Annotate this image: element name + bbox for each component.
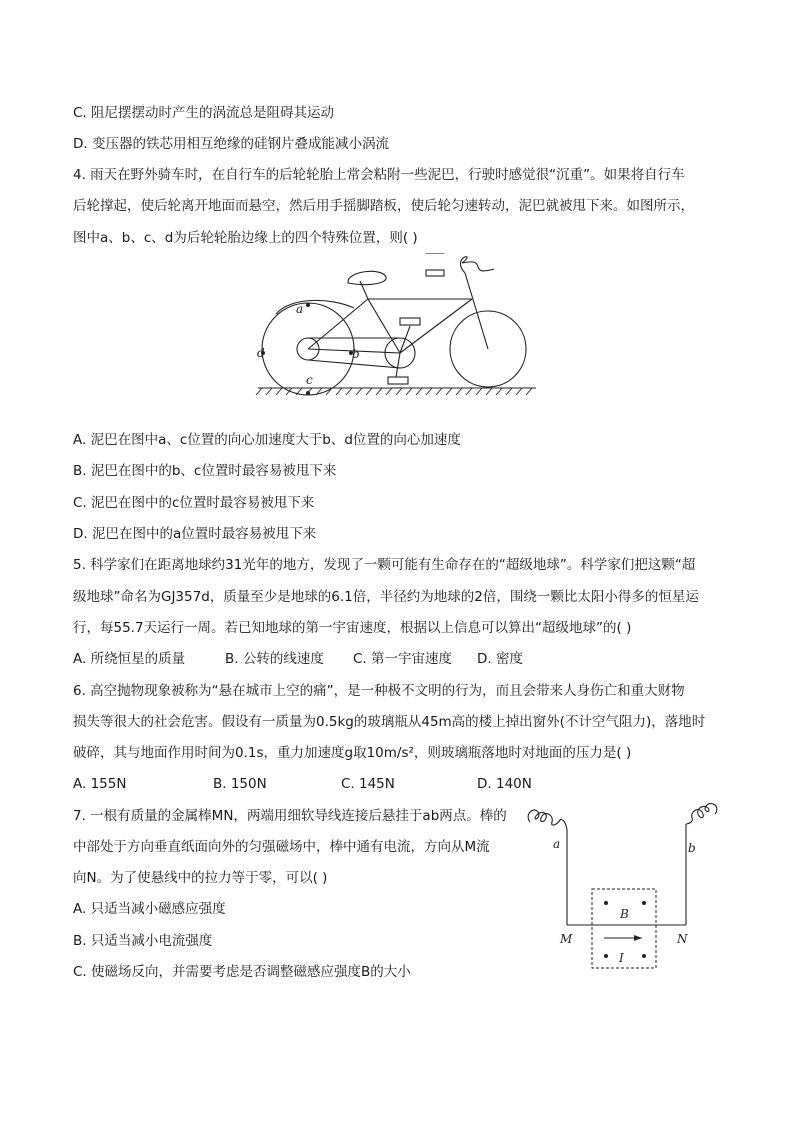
q5-option-c: C. 第一宇宙速度 bbox=[353, 651, 453, 667]
label-b: b bbox=[352, 347, 360, 361]
q4-stem-line-2: 后轮撑起，使后轮离开地面而悬空，然后用手摇脚踏板，使后轮匀速转动，泥巴就被甩下来。如图所示， bbox=[73, 198, 694, 214]
q7-stem-line-3: 向N。为了使悬线中的拉力等于零，可以( ) bbox=[73, 870, 328, 886]
magnetic-field-figure bbox=[520, 800, 730, 975]
q5-stem-line-3: 行，每55.7天运行一周。若已知地球的第一宇宙速度，根据以上信息可以算出“超级地球”的( ) bbox=[73, 620, 632, 636]
q4-option-a: A. 泥巴在图中a、c位置的向心加速度大于b、d位置的向心加速度 bbox=[73, 432, 461, 448]
label-d: d bbox=[257, 346, 265, 360]
q7-option-c: C. 使磁场反向，并需要考虑是否调整磁感应强度B的大小 bbox=[73, 964, 411, 980]
label-current-i: I bbox=[619, 951, 624, 965]
q4-option-d: D. 泥巴在图中的a位置时最容易被甩下来 bbox=[73, 526, 317, 542]
q4-option-b: B. 泥巴在图中的b、c位置时最容易被甩下来 bbox=[73, 463, 337, 479]
q3-option-d: D. 变压器的铁芯用相互绝缘的硅钢片叠成能减小涡流 bbox=[73, 136, 389, 152]
q5-option-d: D. 密度 bbox=[477, 651, 523, 667]
bicycle-figure bbox=[250, 253, 540, 403]
q6-option-d: D. 140N bbox=[477, 776, 532, 792]
q5-option-b: B. 公转的线速度 bbox=[225, 651, 324, 667]
q7-stem-line-1: 7. 一根有质量的金属棒MN，两端用细软导线连接后悬挂于ab两点。棒的 bbox=[73, 808, 507, 824]
q7-option-a: A. 只适当减小磁感应强度 bbox=[73, 901, 226, 917]
q5-stem-line-2: 级地球”命名为GJ357d，质量至少是地球的6.1倍，半径约为地球的2倍，围绕一颗比太阳小得多的恒星运 bbox=[73, 589, 699, 605]
label-b: b bbox=[688, 841, 696, 855]
q6-stem-line-1: 6. 高空抛物现象被称为“悬在城市上空的痛”，是一种极不文明的行为，而且会带来人身伤亡和重大财物 bbox=[73, 683, 685, 699]
q5-stem-line-1: 5. 科学家们在距离地球约31光年的地方，发现了一颗可能有生命存在的“超级地球”。科学家们把这颗“超 bbox=[73, 557, 696, 573]
q4-stem-line-1: 4. 雨天在野外骑车时，在自行车的后轮轮胎上常会粘附一些泥巴，行驶时感觉很“沉重”。如果将自行车 bbox=[73, 167, 685, 183]
label-c: c bbox=[306, 373, 313, 387]
q6-stem-line-3: 破碎，其与地面作用时间为0.1s，重力加速度g取10m/s²，则玻璃瓶落地时对地面的压力是( ) bbox=[73, 745, 632, 761]
q6-stem-line-2: 损失等很大的社会危害。假设有一质量为0.5kg的玻璃瓶从45m高的楼上掉出窗外(不计空气阻力)，落地时 bbox=[73, 714, 706, 730]
label-field-b: B bbox=[620, 907, 629, 921]
q7-option-b: B. 只适当减小电流强度 bbox=[73, 933, 213, 949]
q7-stem-line-2: 中部处于方向垂直纸面向外的匀强磁场中，棒中通有电流，方向从M流 bbox=[73, 839, 490, 855]
q5-option-a: A. 所绕恒星的质量 bbox=[73, 651, 186, 667]
label-n: N bbox=[677, 932, 688, 946]
label-m: M bbox=[560, 932, 573, 946]
label-a: a bbox=[553, 837, 561, 851]
label-a: a bbox=[296, 302, 304, 316]
q3-option-c: C. 阻尼摆摆动时产生的涡流总是阻碍其运动 bbox=[73, 105, 335, 121]
q6-option-a: A. 155N bbox=[73, 776, 127, 792]
q6-option-b: B. 150N bbox=[213, 776, 267, 792]
q4-option-c: C. 泥巴在图中的c位置时最容易被甩下来 bbox=[73, 495, 315, 511]
q4-stem-line-3: 图中a、b、c、d为后轮轮胎边缘上的四个特殊位置，则( ) bbox=[73, 230, 418, 246]
q6-option-c: C. 145N bbox=[341, 776, 395, 792]
